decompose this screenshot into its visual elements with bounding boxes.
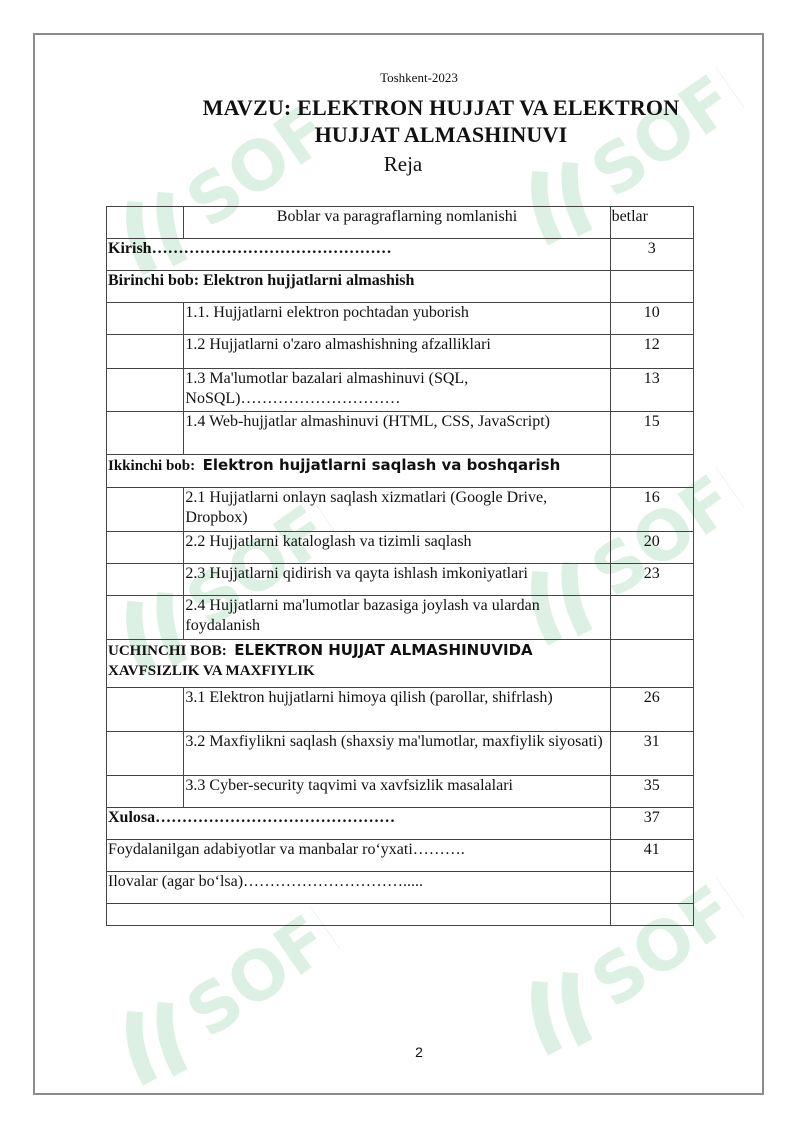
table-row [107,564,694,596]
appendix-label: Ilovalar (agar bo‘lsa)…………………………..... [107,872,611,904]
toc-item-label: 2.1 Hujjatlarni onlayn saqlash xizmatlari (Google Drive, Dropbox) [184,488,610,532]
toc-item-page: 16 [610,488,693,532]
toc-item-label: 3.3 Cyber-security taqvimi va xavfsizlik masalalari [184,776,610,808]
toc-item-label: 2.4 Hujjatlarni ma'lumotlar bazasiga joylash va ulardan foydalanish [184,596,610,640]
header-title-cell: Boblar va paragraflarning nomlanishi [184,207,610,239]
toc-item-label: 1.1. Hujjatlarni elektron pochtadan yuborish [184,303,610,335]
toc-item-label: 3.2 Maxfiylikni saqlash (shaxsiy ma'lumotlar, maxfiylik siyosati) [184,732,610,776]
svg-text:SOFF: SOFF [172,874,360,1054]
toc-row-references [107,840,694,872]
conclusion-label: Xulosa……………………………………… [107,808,611,840]
chapter3-page [610,640,693,688]
appendix-page [610,872,693,904]
city-year: Toshkent-2023 [380,70,458,85]
toc-row-appendix [107,872,694,904]
indent-cell [107,303,184,335]
toc-item-page: 10 [610,303,693,335]
table-row [107,412,694,455]
svg-text:SOFF: SOFF [577,34,765,214]
toc-item-label: 1.4 Web-hujjatlar almashinuvi (HTML, CSS, JavaScript) [184,412,610,455]
toc-item-page: 31 [610,732,693,776]
svg-text:SOFF: SOFF [172,464,360,644]
title-line-1: MAVZU: ELEKTRON HUJJAT VA ELEKTRON [202,95,680,120]
toc-item-label: 3.1 Elektron hujjatlarni himoya qilish (parollar, shifrlash) [184,688,610,732]
table-of-contents [106,206,694,926]
indent-cell [107,776,184,808]
toc-row-chapter1 [107,271,694,303]
toc-item-label: 1.2 Hujjatlarni o'zaro almashishning afzalliklari [184,335,610,369]
indent-cell [107,596,184,640]
toc-item-label: 2.2 Hujjatlarni kataloglash va tizimli saqlash [184,532,610,564]
indent-cell [107,412,184,455]
table-row [107,732,694,776]
header-empty-cell [107,207,184,239]
toc-item-page: 26 [610,688,693,732]
table-row [107,488,694,532]
toc-row-chapter3 [107,640,694,688]
toc-row-chapter2 [107,455,694,488]
toc-empty-row [107,904,694,926]
chapter2-page [610,455,693,488]
chapter1-page [610,271,693,303]
header-pages-cell: betlar [610,207,693,239]
references-label: Foydalanilgan adabiyotlar va manbalar ro‘yxati………. [107,840,611,872]
indent-cell [107,369,184,412]
intro-page: 3 [610,239,693,271]
conclusion-page: 37 [610,808,693,840]
toc-header-row [107,207,694,239]
references-page: 41 [610,840,693,872]
chapter3-title-line-2: XAVFSIZLIK VA MAXFIYLIK [108,663,315,679]
table-row [107,335,694,369]
toc-item-label: 1.3 Ma'lumotlar bazalari almashinuvi (SQL, NoSQL)………………………… [184,369,610,412]
svg-text:SOFF: SOFF [577,844,765,1024]
toc-item-page: 35 [610,776,693,808]
plan-heading: Reja [383,152,423,176]
document-title [150,94,732,148]
toc-row-intro [107,239,694,271]
title-line-2: HUJJAT ALMASHINUVI [314,122,568,147]
indent-cell [107,688,184,732]
toc-row-conclusion [107,808,694,840]
indent-cell [107,532,184,564]
chapter3-label [107,640,611,688]
svg-text:SOFF: SOFF [172,64,360,244]
toc-item-label: 2.3 Hujjatlarni qidirish va qayta ishlash imkoniyatlari [184,564,610,596]
table-row [107,303,694,335]
empty-cell [610,904,693,926]
table-row [107,532,694,564]
chapter3-title-line-1: ELEKTRON HUJJAT ALMASHINUVIDA [234,641,533,659]
chapter2-prefix: Ikkinchi bob: [108,458,196,474]
chapter2-title: Elektron hujjatlarni saqlash va boshqarish [202,456,561,474]
toc-item-page: 15 [610,412,693,455]
indent-cell [107,564,184,596]
intro-label: Kirish……………………………………… [107,239,611,271]
table-row [107,369,694,412]
chapter3-prefix: UCHINCHI BOB: [108,643,227,659]
table-row [107,596,694,640]
svg-text:SOFF: SOFF [577,434,765,614]
toc-item-page: 12 [610,335,693,369]
page-number: 2 [415,1044,423,1060]
toc-item-page: 13 [610,369,693,412]
table-row [107,776,694,808]
chapter1-label: Birinchi bob: Elektron hujjatlarni almashish [107,271,611,303]
table-row [107,688,694,732]
empty-cell [107,904,611,926]
chapter2-label [107,455,611,488]
toc-item-page: 23 [610,564,693,596]
indent-cell [107,488,184,532]
toc-item-page [610,596,693,640]
indent-cell [107,335,184,369]
indent-cell [107,732,184,776]
toc-item-page: 20 [610,532,693,564]
